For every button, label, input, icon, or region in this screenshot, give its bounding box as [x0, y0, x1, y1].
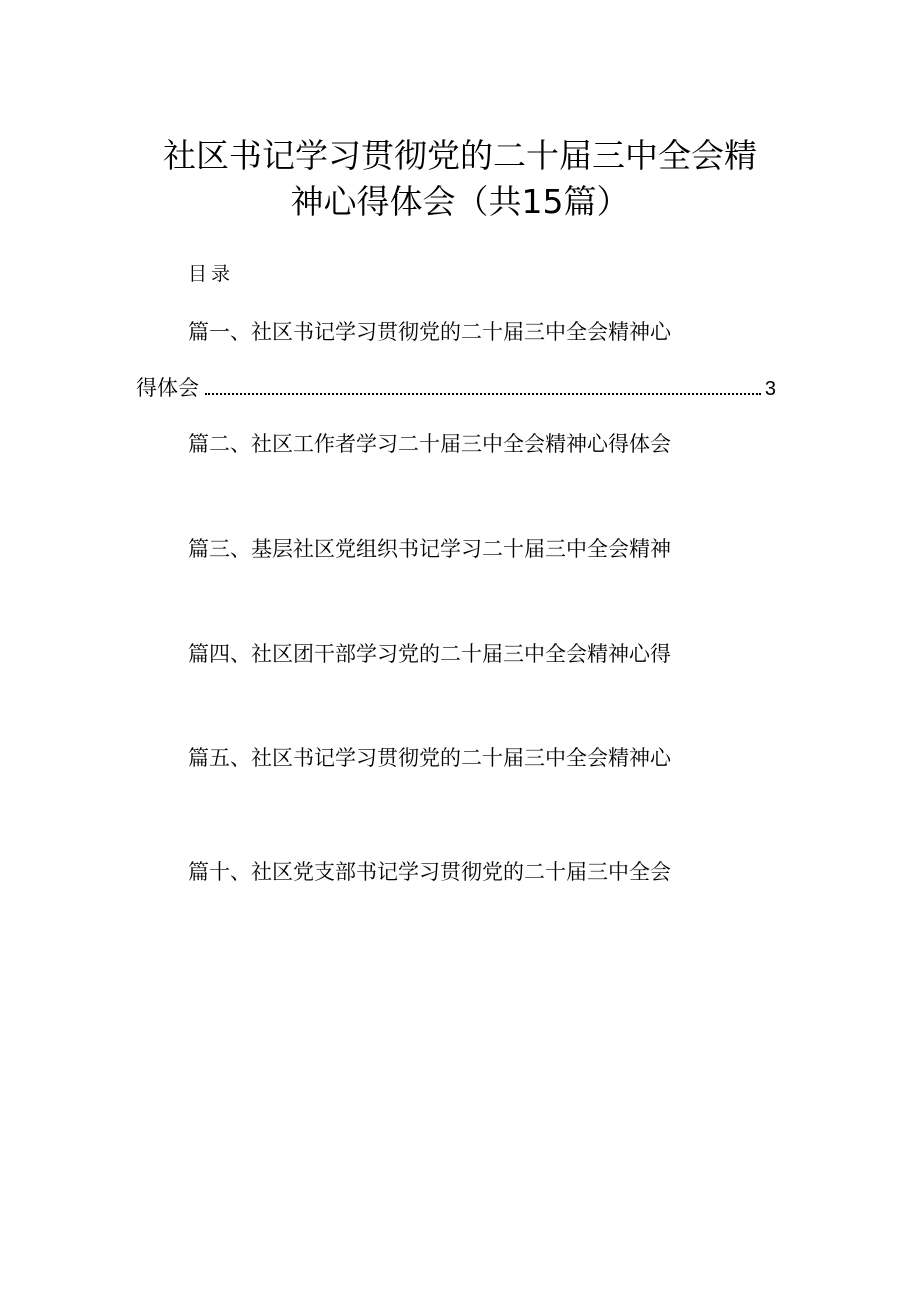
- toc-entry-4[interactable]: 篇四、社区团干部学习党的二十届三中全会精神心得: [188, 642, 671, 666]
- toc-entry-1-continuation[interactable]: [136, 374, 776, 402]
- toc-heading: 目录: [188, 263, 235, 285]
- toc-entry-1[interactable]: 篇一、社区书记学习贯彻党的二十届三中全会精神心: [188, 320, 671, 344]
- toc-entry-1-line-2: 得体会: [136, 376, 199, 400]
- toc-dot-leader: [205, 393, 761, 395]
- toc-page-number: 3: [764, 378, 776, 400]
- toc-entry-2[interactable]: 篇二、社区工作者学习二十届三中全会精神心得体会: [188, 432, 671, 456]
- document-title-line-1: 社区书记学习贯彻党的二十届三中全会精: [163, 136, 757, 175]
- toc-entry-6[interactable]: 篇十、社区党支部书记学习贯彻党的二十届三中全会: [188, 860, 671, 884]
- document-title-line-2: 神心得体会（共15篇）: [290, 182, 630, 221]
- toc-entry-3[interactable]: 篇三、基层社区党组织书记学习二十届三中全会精神: [188, 537, 671, 561]
- toc-entry-5[interactable]: 篇五、社区书记学习贯彻党的二十届三中全会精神心: [188, 746, 671, 770]
